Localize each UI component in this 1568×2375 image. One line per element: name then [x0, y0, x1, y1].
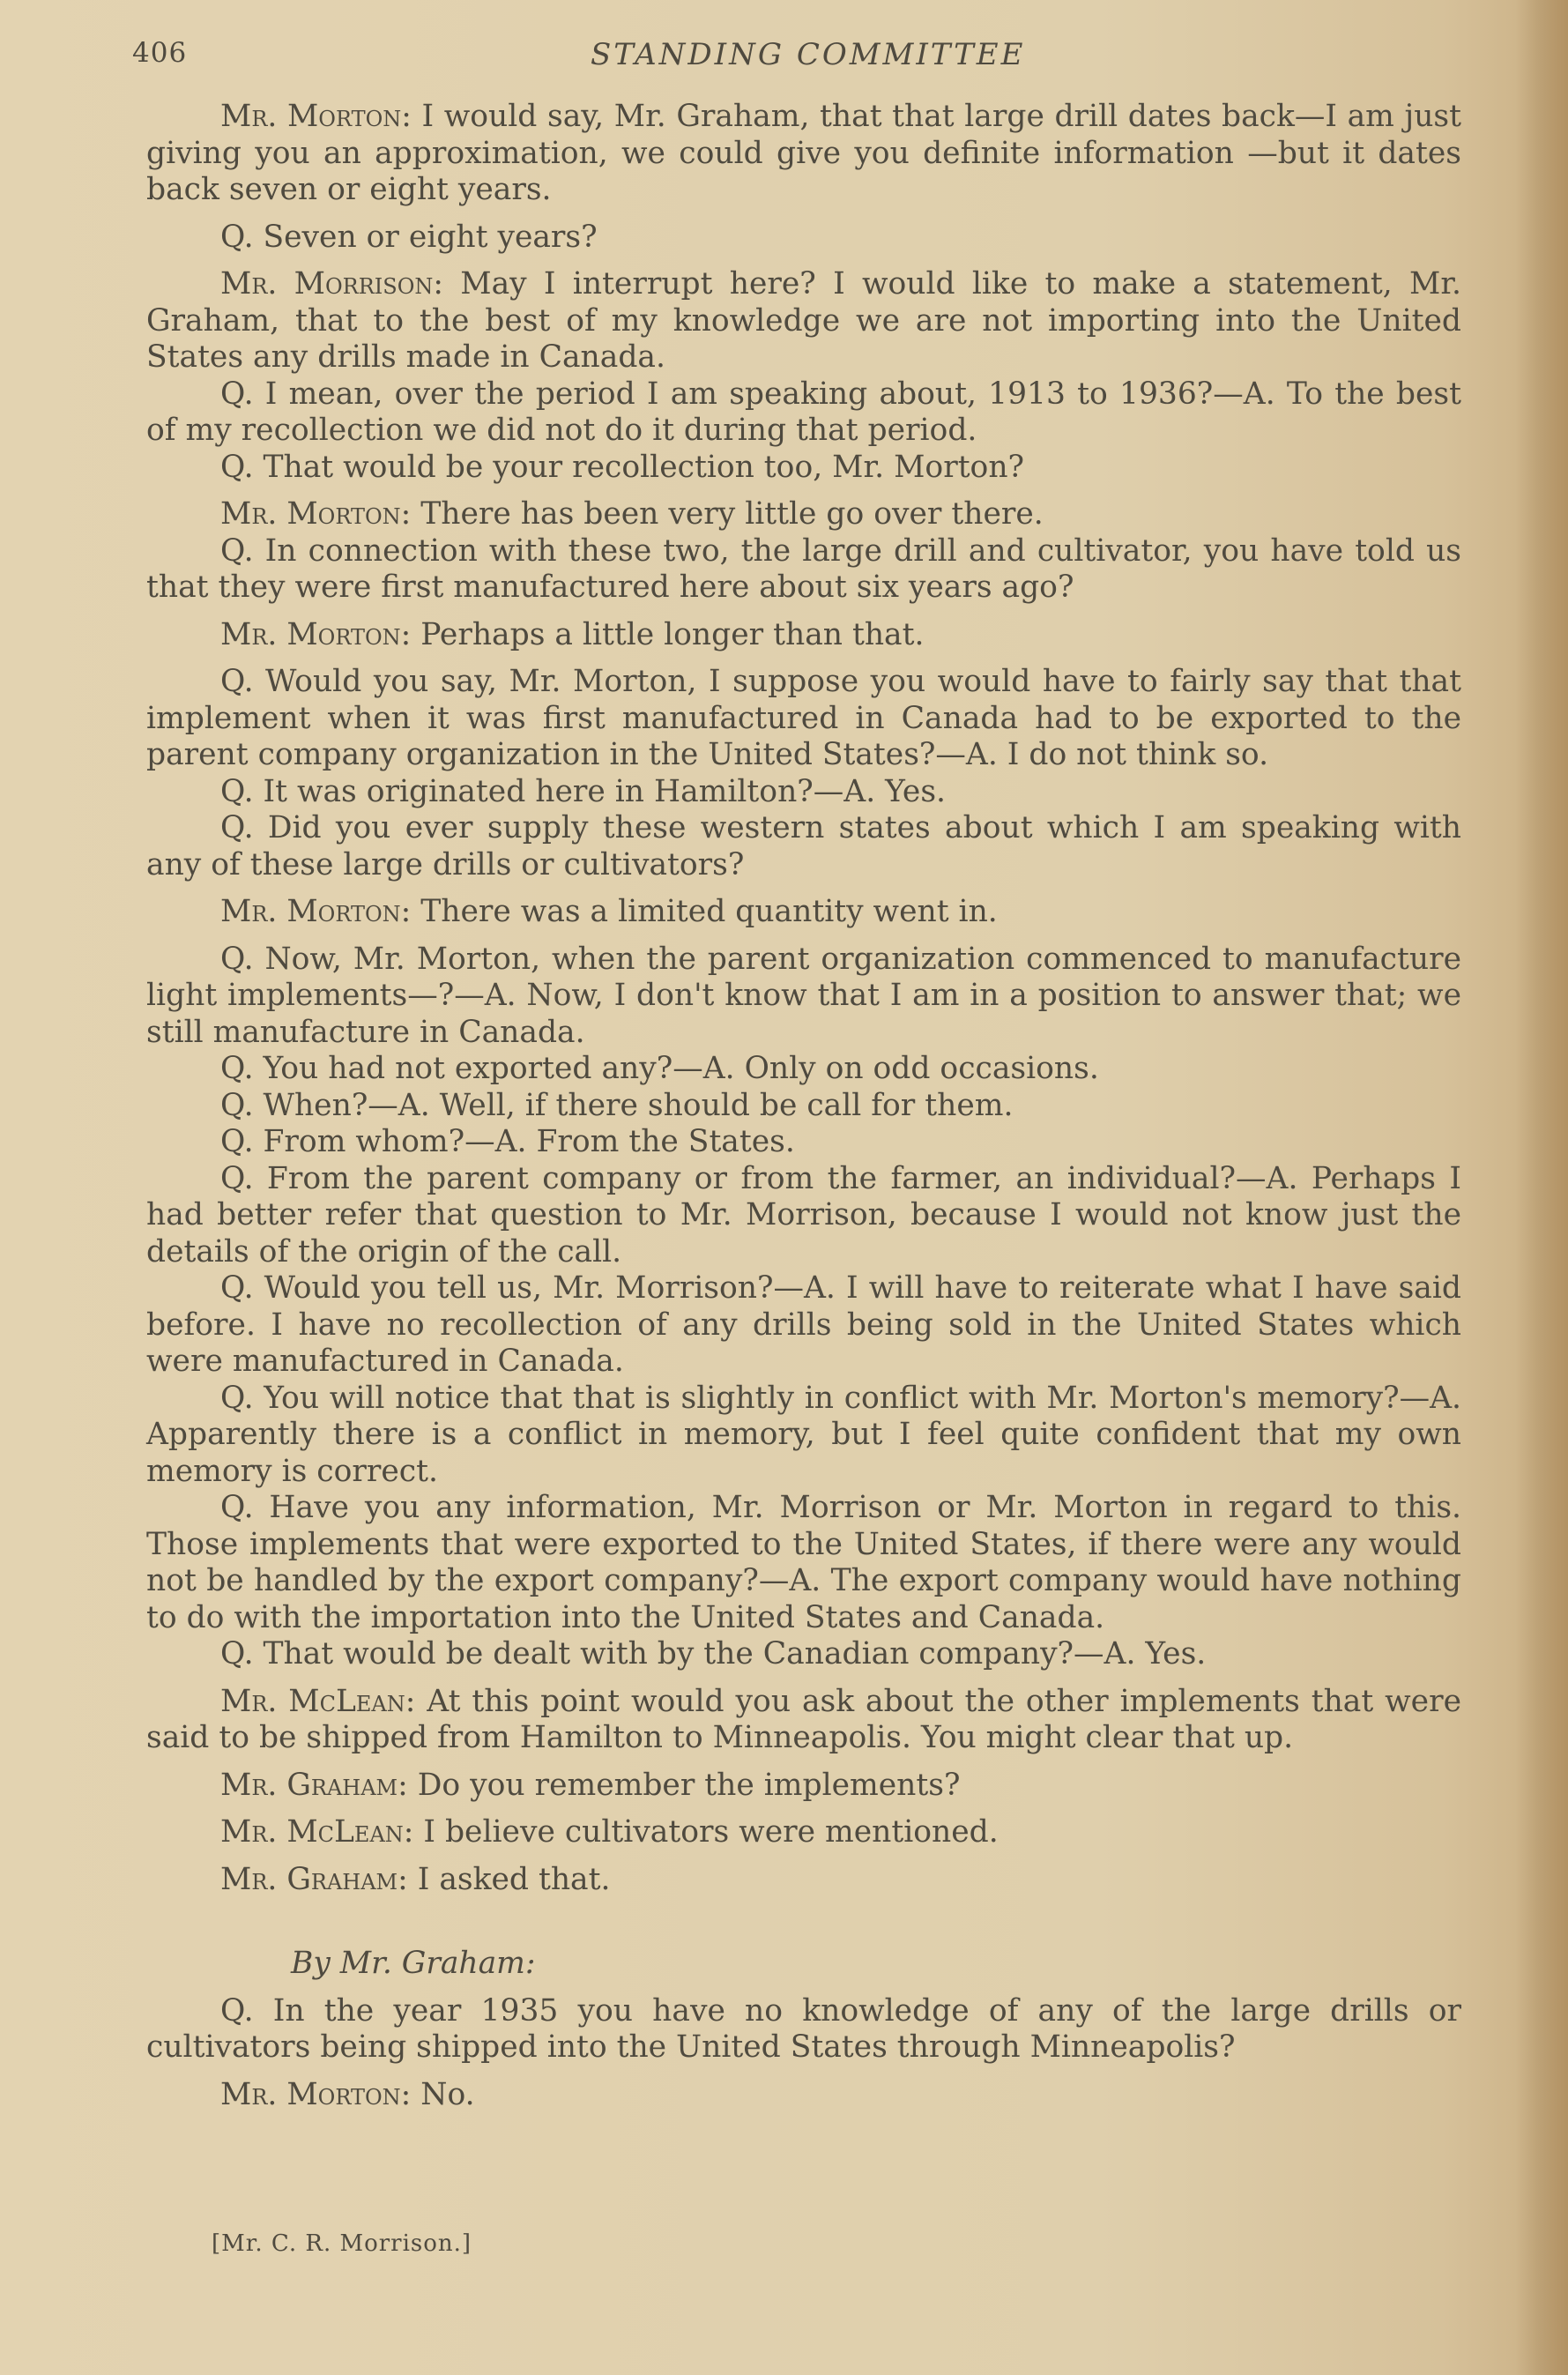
paragraph-text: Do you remember the implements? — [407, 1767, 961, 1803]
paragraph-5 — [146, 450, 1461, 487]
paragraph-11 — [146, 810, 1461, 883]
paragraph-8 — [146, 617, 1461, 654]
paragraph-text: Q. You had not exported any?—A. Only on odd occasions. — [220, 1051, 1099, 1086]
paragraph-text: Q. That would be your recollection too, Mr. Morton? — [220, 449, 1025, 485]
paragraph-9 — [146, 664, 1461, 774]
paragraph-12 — [146, 894, 1461, 931]
paragraph-text: Perhaps a little longer than that. — [411, 616, 925, 652]
paragraph-19 — [146, 1381, 1461, 1491]
footer-note: [Mr. C. R. Morrison.] — [212, 2230, 472, 2257]
paragraph-24 — [146, 1814, 1461, 1851]
paragraph-17 — [146, 1161, 1461, 1271]
paragraph-text: At this point would you ask about the other implements that were said to be shipped from Hamilton to Minneapolis. You might clear that up. — [146, 1683, 1461, 1755]
paragraph-text: Q. Now, Mr. Morton, when the parent organization commenced to manufacture light implements—?—A. Now, I don't know that I am in a position to answer that; we still manufacture in Canada. — [146, 941, 1461, 1050]
paragraph-text: Q. Would you tell us, Mr. Morrison?—A. I will have to reiterate what I have said before. I have no recollection of any drills being sold in the United States which were manufactured in Canada. — [146, 1270, 1461, 1379]
paragraph-2 — [146, 220, 1461, 257]
speaker-label: Mr. Morton: — [220, 496, 412, 532]
paragraph-text: Q. When?—A. Well, if there should be call for them. — [220, 1087, 1014, 1123]
paragraph-23 — [146, 1768, 1461, 1805]
speaker-label: Mr. McLean: — [220, 1814, 414, 1850]
paragraph-7 — [146, 533, 1461, 607]
paragraph-6 — [146, 496, 1461, 533]
paragraph-text: Q. That would be dealt with by the Canadian company?—A. Yes. — [220, 1636, 1207, 1671]
paragraph-18 — [146, 1270, 1461, 1381]
paragraph-text: I would say, Mr. Graham, that that large drill dates back—I am just giving you an approximation, we could give you definite information —but it dates back seven or eight years. — [146, 99, 1461, 207]
running-head: STANDING COMMITTEE — [591, 37, 1026, 72]
paragraph-text: Q. Would you say, Mr. Morton, I suppose you would have to fairly say that that implement when it was first manufactured in Canada had to be exported to the parent company organization in the United States?—A. I do not think so. — [146, 664, 1461, 772]
paragraph-1 — [146, 99, 1461, 209]
paragraph-text: Q. Have you any information, Mr. Morrison or Mr. Morton in regard to this. Those implements that were exported to the United States, if there were any would not be handled by the export company?—A. The export company would have nothing to do with the importation into the United States and Canada. — [146, 1490, 1461, 1635]
speaker-label: Mr. Graham: — [220, 1767, 408, 1803]
paragraph-text: Q. From whom?—A. From the States. — [220, 1124, 795, 1159]
speaker-label: Mr. Morton: — [220, 99, 412, 134]
paragraph-text: Q. In the year 1935 you have no knowledge of any of the large drills or cultivators being shipped into the United States through Minneapolis? — [146, 1992, 1461, 2065]
paragraph-text: There has been very little go over there. — [411, 496, 1044, 532]
paragraph-text: May I interrupt here? I would like to make a statement, Mr. Graham, that to the best of my knowledge we are not importing into the United States any drills made in Canada. — [146, 266, 1461, 375]
paragraph-text: Q. You will notice that that is slightly in conflict with Mr. Morton's memory?—A. Apparently there is a conflict in memory, but I feel quite confident that my own memory is correct. — [146, 1380, 1461, 1489]
paragraph-text: There was a limited quantity went in. — [411, 894, 998, 929]
speaker-label: Mr. Morrison: — [220, 266, 443, 302]
speaker-label: Mr. Morton: — [220, 2076, 412, 2112]
paragraph-22 — [146, 1684, 1461, 1757]
speaker-label: Mr. Morton: — [220, 616, 412, 652]
page-header — [132, 37, 1454, 81]
paragraph-text: No. — [411, 2076, 475, 2112]
paragraph-text: Q. Seven or eight years? — [220, 219, 598, 255]
paragraph-13 — [146, 942, 1461, 1052]
speaker-label: Mr. McLean: — [220, 1683, 416, 1719]
paragraph-text: Q. Did you ever supply these western states about which I am speaking with any of these large drills or cultivators? — [146, 810, 1461, 882]
paragraph-4 — [146, 376, 1461, 450]
paragraph-26 — [146, 1993, 1461, 2066]
paragraph-text: Q. From the parent company or from the farmer, an individual?—A. Perhaps I had better refer that question to Mr. Morrison, because I would not know just the details of the origin of the call. — [146, 1160, 1461, 1269]
paragraph-text: I believe cultivators were mentioned. — [413, 1814, 999, 1850]
page-number: 406 — [132, 37, 188, 69]
paragraph-20 — [146, 1490, 1461, 1636]
paragraph-16 — [146, 1124, 1461, 1161]
paragraph-27 — [146, 2077, 1461, 2114]
speaker-label: Mr. Morton: — [220, 894, 412, 929]
page-spine-shadow — [1515, 0, 1568, 2375]
by-line-heading: By Mr. Graham: — [291, 1946, 536, 1981]
paragraph-text: Q. It was originated here in Hamilton?—A. Yes. — [220, 773, 946, 809]
paragraph-3 — [146, 266, 1461, 376]
paragraph-14 — [146, 1051, 1461, 1088]
paragraph-text: Q. In connection with these two, the large drill and cultivator, you have told us that they were first manufactured here about six years ago? — [146, 532, 1461, 605]
paragraph-25 — [146, 1862, 1461, 1899]
paragraph-15 — [146, 1088, 1461, 1125]
speaker-label: Mr. Graham: — [220, 1861, 408, 1897]
paragraph-text: I asked that. — [407, 1861, 611, 1897]
transcript-body — [146, 99, 1461, 2113]
paragraph-text: Q. I mean, over the period I am speaking about, 1913 to 1936?—A. To the best of my recollection we did not do it during that period. — [146, 376, 1461, 448]
paragraph-10 — [146, 774, 1461, 811]
paragraph-21 — [146, 1636, 1461, 1673]
